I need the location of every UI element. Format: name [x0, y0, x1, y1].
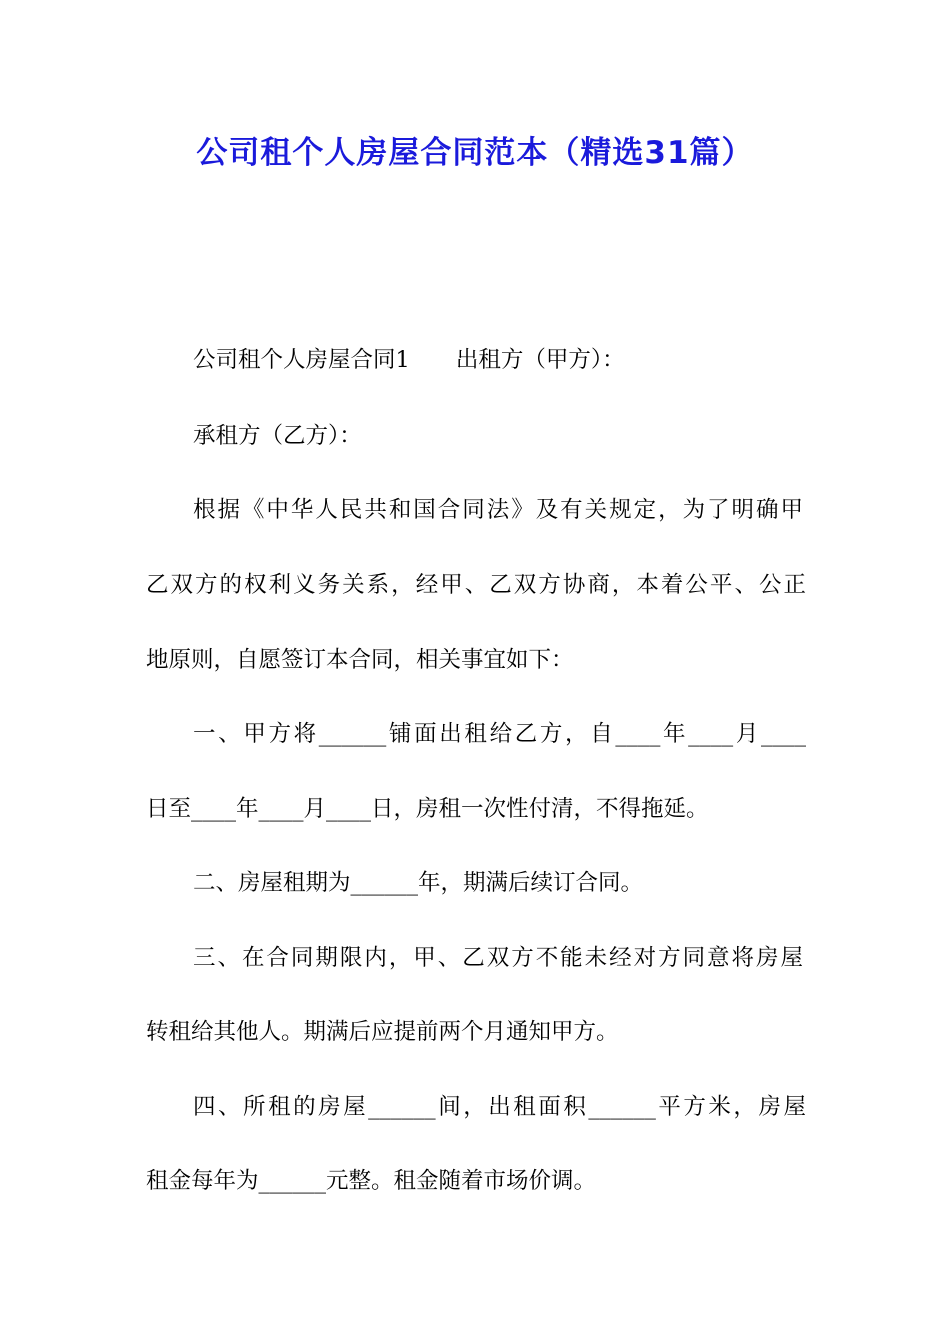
contract-number-label: 公司租个人房屋合同1 [193, 347, 410, 373]
clause-4-line-2: 租金每年为______元整。租金随着市场价调。 [146, 1168, 597, 1194]
paragraph-intro-line-2: 乙双方的权利义务关系，经甲、乙双方协商，本着公平、公正 [146, 572, 806, 598]
contract-heading-line [193, 340, 625, 380]
clause-1-line-2: 日至____年____月____日，房租一次性付清，不得拖延。 [146, 796, 709, 822]
clause-2-line-1: 二、房屋租期为______年，期满后续订合同。 [193, 870, 644, 896]
clause-1-line-1: 一、甲方将______铺面出租给乙方，自____年____月____ [193, 721, 806, 747]
document-title: 公司租个人房屋合同范本（精选31篇） [196, 135, 754, 171]
clause-3-line-2: 转租给其他人。期满后应提前两个月通知甲方。 [146, 1019, 619, 1045]
clause-3-line-1: 三、在合同期限内，甲、乙双方不能未经对方同意将房屋 [193, 945, 803, 971]
lessor-label: 出租方（甲方）： [455, 347, 625, 373]
clause-4-line-1: 四、所租的房屋______间，出租面积______平方米，房屋 [193, 1094, 806, 1120]
lessee-label: 承租方（乙方）： [193, 423, 362, 449]
paragraph-intro-line-3: 地原则，自愿签订本合同，相关事宜如下： [146, 647, 574, 673]
paragraph-intro-line-1: 根据《中华人民共和国合同法》及有关规定，为了明确甲 [193, 497, 803, 523]
